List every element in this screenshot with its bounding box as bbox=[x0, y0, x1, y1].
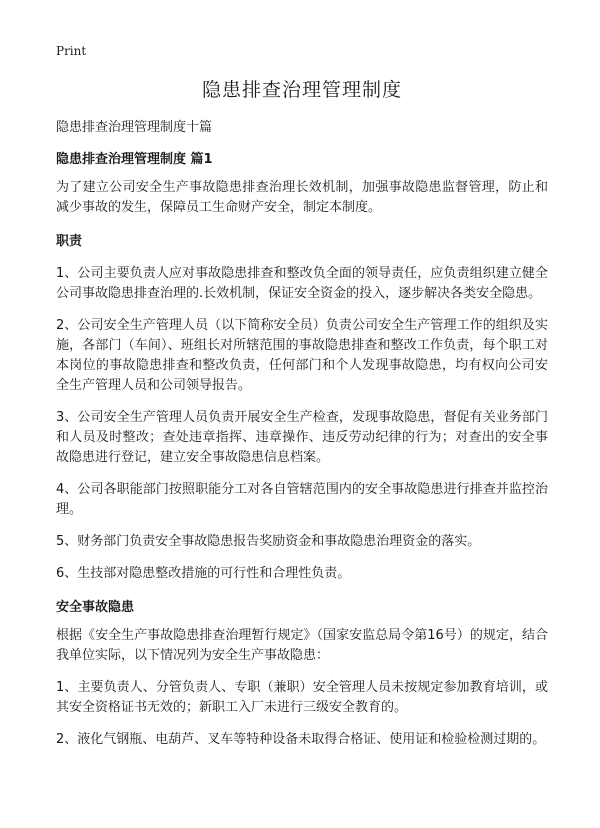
section-heading-hazards: 安全事故隐患 bbox=[56, 600, 135, 615]
document-subtitle: 隐患排查治理管理制度十篇 bbox=[56, 120, 213, 135]
page-title: 隐患排查治理管理制度 bbox=[201, 79, 402, 101]
intro-paragraph: 为了建立公司安全生产事故隐患排查治理长效机制，加强事故隐患监督管理，防止和减少事故的发生，保障员工生命财产安全，制定本制度。 bbox=[56, 180, 548, 215]
duty-item-1: 1、公司主要负责人应对事故隐患排查和整改负全面的领导责任，应负责组织建立健全公司事故隐患排查治理的.长效机制，保证安全资金的投入，逐步解决各类安全隐患。 bbox=[56, 266, 548, 301]
duty-item-4: 4、公司各职能部门按照职能分工对各自管辖范围内的安全事故隐患进行排查并监控治理。 bbox=[56, 482, 548, 517]
hazard-item-1: 1、主要负责人、分管负责人、专职（兼职）安全管理人员未按规定参加教育培训，或其安全资格证书无效的；新职工入厂未进行三级安全教育的。 bbox=[56, 680, 548, 715]
duty-item-3: 3、公司安全生产管理人员负责开展安全生产检查，发现事故隐患，督促有关业务部门和人员及时整改；查处违章指挥、违章操作、违反劳动纪律的行为；对查出的安全事故隐患进行登记，建立安全事故隐患信息档案。 bbox=[56, 410, 548, 465]
duty-item-5: 5、财务部门负责安全事故隐患报告奖励资金和事故隐患治理资金的落实。 bbox=[56, 534, 481, 549]
hazard-item-2: 2、液化气钢瓶、电葫芦、叉车等特种设备未取得合格证、使用证和检验检测过期的。 bbox=[56, 732, 546, 747]
section-heading-duties: 职责 bbox=[56, 234, 83, 249]
hazards-intro: 根据《安全生产事故隐患排查治理暂行规定》（国家安监总局令第16号）的规定，结合我单位实际，以下情况列为安全生产事故隐患： bbox=[56, 628, 548, 663]
part-heading: 隐患排查治理管理制度 篇1 bbox=[56, 152, 213, 167]
duty-item-6: 6、生技部对隐患整改措施的可行性和合理性负责。 bbox=[56, 566, 351, 581]
duty-item-2: 2、公司安全生产管理人员（以下简称安全员）负责公司安全生产管理工作的组织及实施，各部门（车间）、班组长对所辖范围的事故隐患排查和整改工作负责，每个职工对本岗位的事故隐患排查和整改负责，任何部门和个人发现事故隐患，均有权向公司安全生产管理人员和公司领导报告。 bbox=[56, 318, 548, 393]
print-label: Print bbox=[56, 44, 87, 58]
